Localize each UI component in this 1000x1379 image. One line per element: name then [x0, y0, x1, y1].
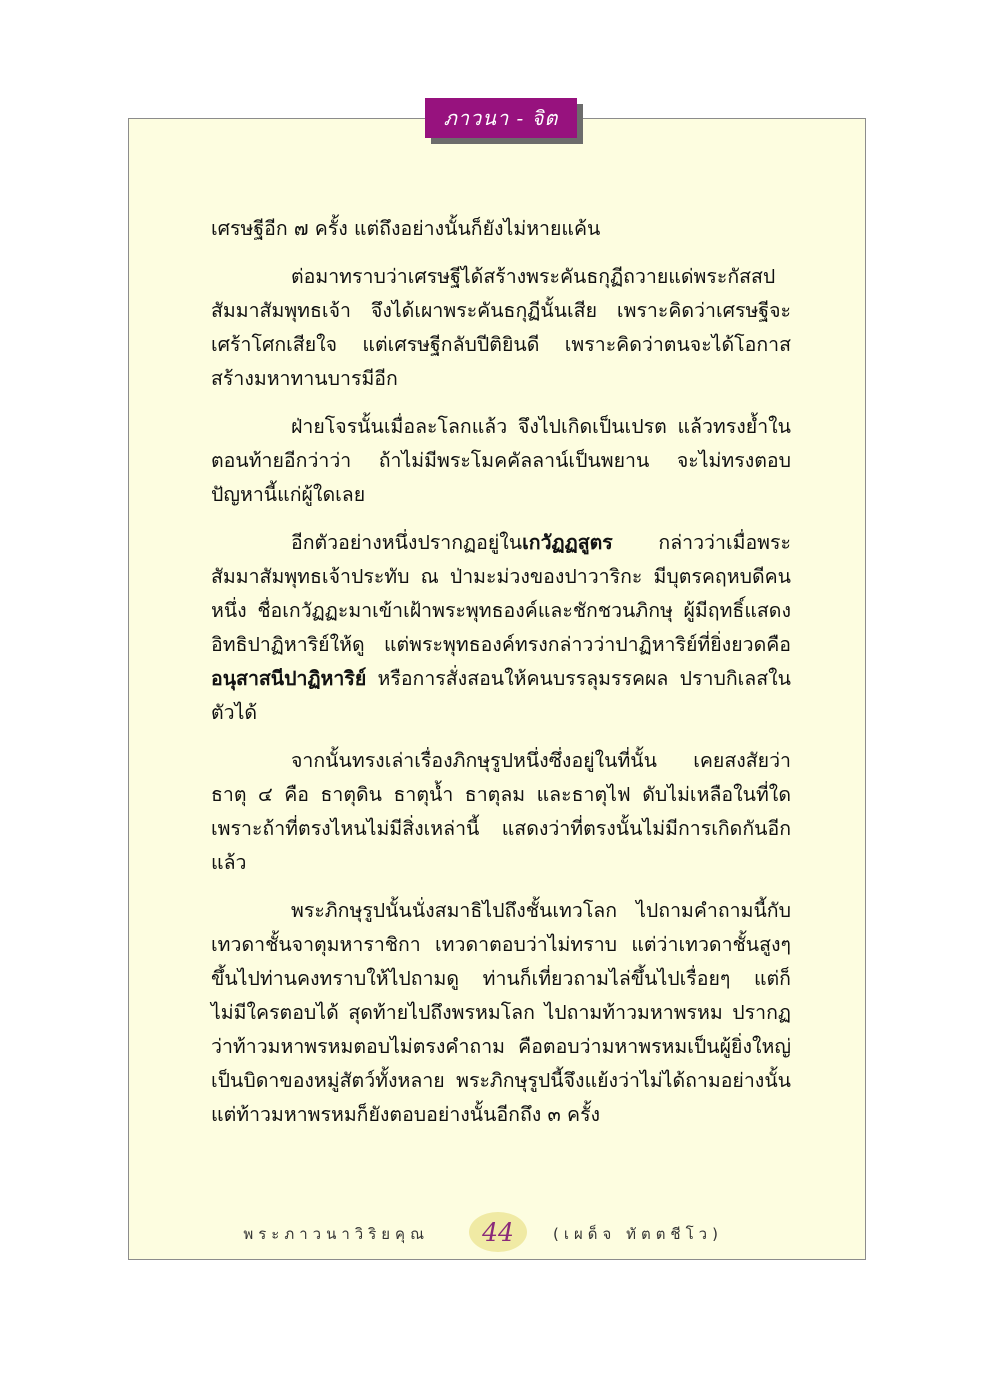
text-segment: กล่าวว่าเมื่อพระสัมมาสัมพุทธเจ้าประทับ ณ ป่ามะม่วงของปาวาริกะ มีบุตรคฤหบดีคนหนึ่ง ชื่อเกวัฏฏะมาเข้าเฝ้าพระพุทธองค์และชักชวนภิกษุ ผู้มีฤทธิ์แสดงอิทธิปาฏิหาริย์ให้ดู แต่พระพุทธองค์ทรงกล่าวว่าปาฏิหาริย์ที่ยิ่งยวดคือ: [211, 531, 791, 656]
body-text: [211, 212, 791, 1146]
text-segment: เศรษฐีอีก ๗ ครั้ง แต่ถึงอย่างนั้นก็ยังไม่หายแค้น: [211, 217, 601, 240]
text-segment: ฝ่ายโจรนั้นเมื่อละโลกแล้ว จึงไปเกิดเป็นเปรต แล้วทรงย้ำในตอนท้ายอีกว่าว่า ถ้าไม่มีพระโมคคัลลาน์เป็นพยาน จะไม่ทรงตอบปัญหานี้แก่ผู้ใดเลย: [211, 415, 791, 506]
text-segment: ต่อมาทราบว่าเศรษฐีได้สร้างพระคันธกุฏีถวายแด่พระกัสสปสัมมาสัมพุทธเจ้า จึงได้เผาพระคันธกุฏีนั้นเสีย เพราะคิดว่าเศรษฐีจะเศร้าโศกเสียใจ แต่เศรษฐีกลับปีติยินดี เพราะคิดว่าตนจะได้โอกาสสร้างมหาทานบารมีอีก: [211, 265, 791, 390]
page-number: 44: [469, 1212, 527, 1252]
text-segment: หรือการสั่งสอนให้คนบรรลุมรรคผล ปราบกิเลสในตัวได้: [211, 667, 791, 724]
text-segment: จากนั้นทรงเล่าเรื่องภิกษุรูปหนึ่งซึ่งอยู่ในที่นั้น เคยสงสัยว่าธาตุ ๔ คือ ธาตุดิน ธาตุน้ำ ธาตุลม และธาตุไฟ ดับไม่เหลือในที่ใด เพราะถ้าที่ตรงไหนไม่มีสิ่งเหล่านี้ แสดงว่าที่ตรงนั้นไม่มีการเกิดกันอีกแล้ว: [211, 749, 791, 874]
paragraph: [211, 526, 791, 730]
text-segment: อีกตัวอย่างหนึ่งปรากฏอยู่ใน: [291, 531, 523, 554]
paragraph: [211, 894, 791, 1132]
paragraph: [211, 212, 791, 246]
paragraph: [211, 744, 791, 880]
text-segment: พระภิกษุรูปนั้นนั่งสมาธิไปถึงชั้นเทวโลก ไปถามคำถามนี้กับเทวดาชั้นจาตุมหาราชิกา เทวดาตอบว่าไม่ทราบ แต่ว่าเทวดาชั้นสูงๆขึ้นไปท่านคงทราบให้ไปถามดู ท่านก็เที่ยวถามไล่ขึ้นไปเรื่อยๆ แต่ก็ไม่มีใครตอบได้ สุดท้ายไปถึงพรหมโลก ไปถามท้าวมหาพรหม ปรากฏว่าท้าวมหาพรหมตอบไม่ตรงคำถาม คือตอบว่ามหาพรหมเป็นผู้ยิ่งใหญ่เป็นบิดาของหมู่สัตว์ทั้งหลาย พระภิกษุรูปนี้จึงแย้งว่าไม่ได้ถามอย่างนั้นแต่ท้าวมหาพรหมก็ยังตอบอย่างนั้นอีกถึง ๓ ครั้ง: [211, 899, 791, 1126]
paragraph: [211, 410, 791, 512]
bold-term: อนุสาสนีปาฏิหาริย์: [211, 667, 367, 690]
paragraph: [211, 260, 791, 396]
footer: [128, 1212, 866, 1252]
footer-book-title: พระภาวนาวิริยคุณ: [243, 1225, 429, 1243]
bold-term: เกวัฏฏสูตร: [522, 531, 613, 554]
footer-author: (เผด็จ ทัตตชีโว): [553, 1225, 723, 1243]
chapter-tab: ภาวนา - จิต: [425, 98, 577, 138]
